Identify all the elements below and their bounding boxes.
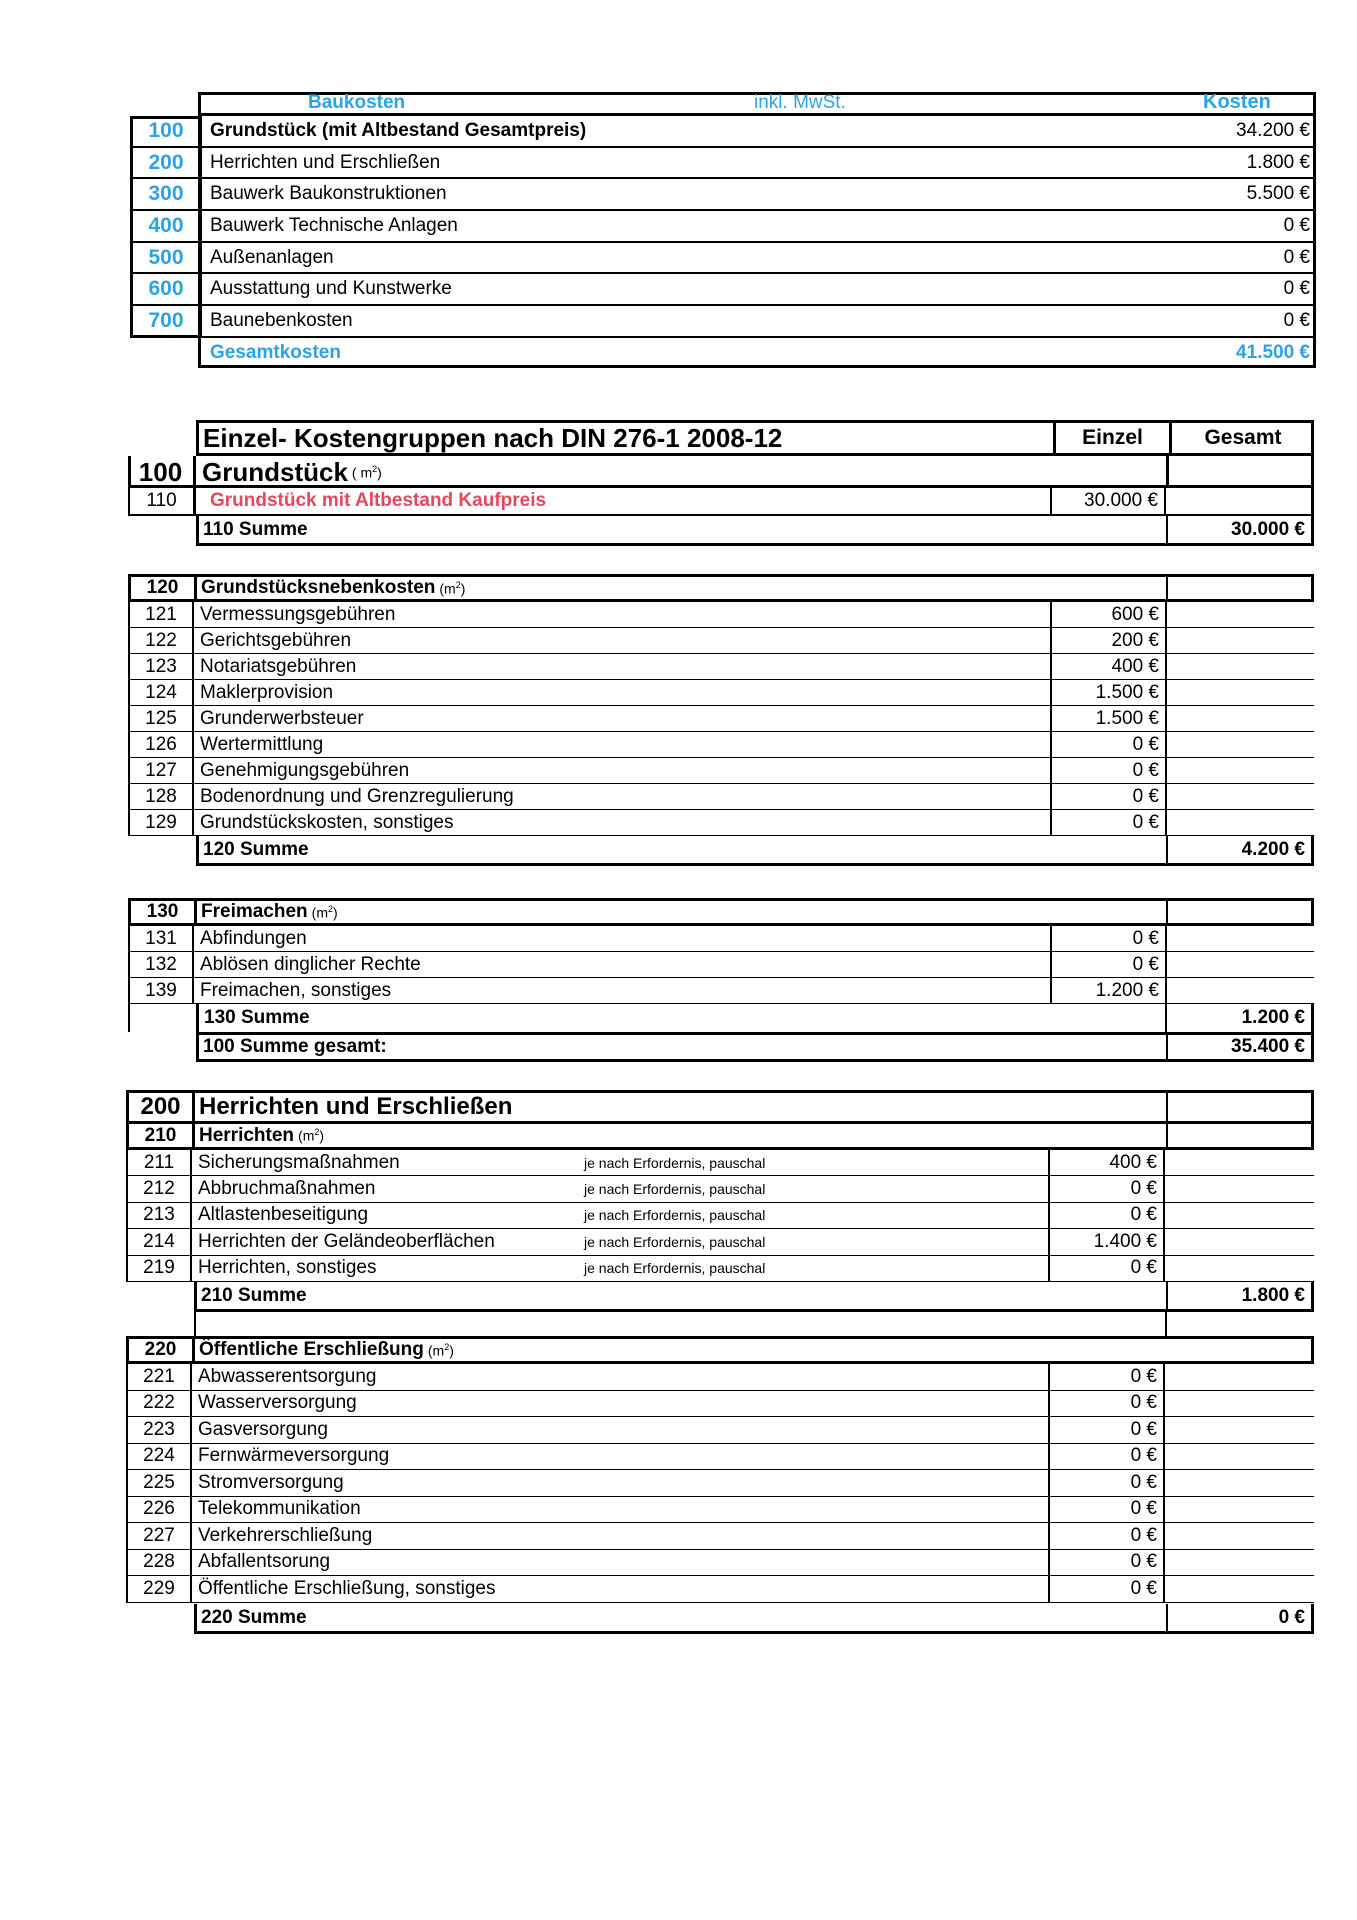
- summary-row-value: 0 €: [1283, 310, 1310, 332]
- row-label: Grunderwerbsteuer: [200, 707, 364, 729]
- summary-total-value: 41.500 €: [1236, 342, 1310, 363]
- row-code: 212: [128, 1176, 192, 1201]
- summary-row-code: 500: [148, 245, 184, 269]
- row-label: Grundstück mit Altbestand Kaufpreis: [210, 490, 547, 511]
- table-row: [126, 1391, 1314, 1418]
- table-row: [126, 1150, 1314, 1176]
- col-einzel-header: Einzel: [1082, 426, 1143, 449]
- row-value: 0 €: [1048, 1417, 1165, 1443]
- table-row: [126, 1470, 1314, 1497]
- table-row: [126, 1364, 1314, 1391]
- group-200-header: [126, 1090, 1314, 1124]
- row-label: Bodenordnung und Grenzregulierung: [200, 785, 514, 807]
- group-130-unit-sup: 2: [327, 903, 333, 914]
- row-label: Wertermittlung: [200, 733, 324, 755]
- row-code: 122: [130, 628, 194, 653]
- group-130-unit-prefix: (m: [311, 904, 328, 921]
- row-label: Herrichten, sonstiges: [198, 1257, 377, 1279]
- table-row: [126, 1229, 1314, 1255]
- row-value: 0 €: [1050, 758, 1167, 783]
- row-label: Abwasserentsorgung: [198, 1365, 377, 1387]
- group-120-unit-prefix: (m: [439, 580, 456, 597]
- summary-row: [130, 179, 1316, 211]
- summary-row: [130, 243, 1316, 275]
- table-row: [128, 654, 1314, 680]
- row-code: 214: [128, 1229, 192, 1254]
- summary-row-label: Ausstattung und Kunstwerke: [210, 278, 452, 300]
- row-label: Notariatsgebühren: [200, 655, 357, 677]
- row-value: 0 €: [1050, 926, 1167, 951]
- group-100-code: 100: [128, 456, 196, 488]
- grand-sum-row: [196, 1032, 1314, 1062]
- row-label: Grundstückskosten, sonstiges: [200, 811, 454, 833]
- group-220-header: [126, 1336, 1314, 1364]
- group-220-unit-suffix: ): [449, 1342, 454, 1359]
- group-100-unit-sup: 2: [372, 463, 378, 474]
- table-row: [128, 602, 1314, 628]
- row-label: Sicherungsmaßnahmen: [198, 1151, 400, 1173]
- table-row: [128, 810, 1314, 836]
- row-code: 126: [130, 732, 194, 757]
- summary-row-code: 100: [148, 118, 184, 142]
- row-code: 110: [128, 488, 196, 514]
- row-label: Telekommunikation: [198, 1498, 361, 1520]
- row-code: 211: [128, 1150, 192, 1175]
- sum-value: 4.200 €: [1241, 838, 1305, 860]
- row-value: 0 €: [1048, 1256, 1165, 1281]
- row-code: 225: [128, 1470, 192, 1496]
- row-note: je nach Erfordernis, pauschal: [584, 1207, 766, 1224]
- row-code: 128: [130, 784, 194, 809]
- row-code: 131: [130, 926, 194, 951]
- table-row: [128, 926, 1314, 952]
- row-value: 0 €: [1048, 1497, 1165, 1523]
- sum-value: 0 €: [1278, 1606, 1305, 1628]
- table-row: [126, 1417, 1314, 1444]
- row-note: je nach Erfordernis, pauschal: [584, 1233, 766, 1250]
- row-label: Gasversorgung: [198, 1418, 328, 1440]
- table-row: [128, 488, 1314, 516]
- summary-row-code: 400: [148, 213, 184, 237]
- group-210-unit-sup: 2: [314, 1127, 320, 1138]
- summary-row-label: Bauwerk Technische Anlagen: [210, 214, 458, 236]
- row-value: 0 €: [1048, 1550, 1165, 1576]
- row-value: 600 €: [1050, 602, 1167, 627]
- row-note: je nach Erfordernis, pauschal: [584, 1154, 766, 1171]
- row-label: Stromversorgung: [198, 1471, 344, 1493]
- sum-row: [194, 1282, 1314, 1312]
- group-120-unit-sup: 2: [455, 579, 461, 590]
- group-210-title-text: Herrichten: [199, 1124, 295, 1146]
- group-220-unit-sup: 2: [444, 1341, 450, 1352]
- group-210-title: [195, 1124, 795, 1147]
- col-gesamt-header: Gesamt: [1204, 426, 1282, 449]
- grand-sum-value: 35.400 €: [1231, 1036, 1305, 1057]
- group-120-title-text: Grundstücksnebenkosten: [201, 577, 436, 598]
- row-code: 139: [130, 978, 194, 1003]
- table-row: [128, 732, 1314, 758]
- row-value: 1.400 €: [1048, 1229, 1165, 1254]
- row-code: 132: [130, 952, 194, 977]
- summary-row-value: 1.800 €: [1246, 151, 1310, 173]
- group-100-title: [198, 456, 898, 488]
- group-100-title-text: Grundstück: [202, 456, 348, 487]
- table-row: [126, 1576, 1314, 1603]
- row-label: Vermessungsgebühren: [200, 603, 396, 625]
- row-value: 0 €: [1048, 1203, 1165, 1228]
- row-label: Abfindungen: [200, 927, 307, 949]
- group-220-unit: [428, 1342, 454, 1359]
- row-value: 1.200 €: [1050, 978, 1167, 1003]
- summary-header-label: Baukosten: [308, 92, 406, 113]
- row-code: 227: [128, 1523, 192, 1549]
- row-code: 219: [128, 1256, 192, 1281]
- summary-header-vat: inkl. MwSt.: [754, 92, 846, 113]
- group-120-header: [128, 574, 1314, 602]
- row-code: 121: [130, 602, 194, 627]
- table-row: [128, 706, 1314, 732]
- table-row: [128, 758, 1314, 784]
- detail-title: Einzel- Kostengruppen nach DIN 276-1 2008-12: [203, 423, 783, 453]
- table-row: [128, 680, 1314, 706]
- summary-row: [130, 275, 1316, 307]
- sum-row: [194, 1604, 1314, 1634]
- table-row: [126, 1256, 1314, 1282]
- row-label: Abbruchmaßnahmen: [198, 1178, 376, 1200]
- grand-sum-label: 100 Summe gesamt:: [203, 1036, 387, 1057]
- summary-row-code: 600: [148, 277, 184, 301]
- group-100-unit-prefix: ( m: [351, 464, 373, 481]
- row-code: 129: [130, 810, 194, 835]
- group-120-code: 120: [131, 577, 197, 599]
- row-code: 213: [128, 1203, 192, 1228]
- sum-label: 120 Summe: [203, 838, 309, 860]
- row-code: 229: [128, 1576, 192, 1602]
- table-row: [126, 1550, 1314, 1577]
- summary-row-label: Bauwerk Baukonstruktionen: [210, 183, 447, 205]
- summary-row: [130, 148, 1316, 180]
- sum-label: 210 Summe: [201, 1284, 307, 1306]
- table-row: [128, 628, 1314, 654]
- summary-row-value: 34.200 €: [1236, 119, 1310, 141]
- table-row: [128, 952, 1314, 978]
- group-130-title-text: Freimachen: [201, 901, 308, 922]
- group-130-unit-suffix: ): [333, 904, 338, 921]
- group-220-title-text: Öffentliche Erschließung: [199, 1339, 424, 1360]
- row-note: je nach Erfordernis, pauschal: [584, 1260, 766, 1277]
- group-130-code: 130: [131, 901, 197, 923]
- table-row: [126, 1523, 1314, 1550]
- group-130-unit: [312, 904, 338, 921]
- row-label: Abfallentsorung: [198, 1551, 331, 1573]
- row-label: Genehmigungsgebühren: [200, 759, 410, 781]
- summary-total-label: Gesamtkosten: [210, 342, 341, 363]
- group-100: [128, 456, 1314, 548]
- row-code: 123: [130, 654, 194, 679]
- group-120-unit: [439, 580, 465, 597]
- table-row: [126, 1497, 1314, 1524]
- row-value: 30.000 €: [1050, 488, 1166, 514]
- detail-header: [196, 420, 1314, 456]
- row-label: Verkehrerschließung: [198, 1524, 373, 1546]
- row-value: 0 €: [1050, 732, 1167, 757]
- table-row: [128, 978, 1314, 1004]
- table-row: [126, 1203, 1314, 1229]
- summary-row-value: 0 €: [1283, 278, 1310, 300]
- row-label: Fernwärmeversorgung: [198, 1445, 390, 1467]
- row-label: Herrichten der Geländeoberflächen: [198, 1230, 495, 1252]
- row-label: Altlastenbeseitigung: [198, 1204, 369, 1226]
- group-220-unit-prefix: (m: [427, 1342, 445, 1359]
- row-value: 0 €: [1050, 784, 1167, 809]
- table-row: [126, 1444, 1314, 1471]
- group-100-unit-suffix: ): [377, 464, 382, 481]
- row-value: 1.500 €: [1050, 706, 1167, 731]
- table-row: [128, 784, 1314, 810]
- row-code: 223: [128, 1417, 192, 1443]
- group-220-code: 220: [129, 1339, 195, 1361]
- sum-row: [128, 1004, 1314, 1032]
- row-label: Ablösen dinglicher Rechte: [200, 953, 421, 975]
- row-code: 125: [130, 706, 194, 731]
- summary-row: [130, 211, 1316, 243]
- group-200-code: 200: [129, 1093, 195, 1121]
- summary-row-label: Herrichten und Erschließen: [210, 151, 441, 173]
- sum-row: [196, 516, 1314, 546]
- group-200-title: Herrichten und Erschließen: [199, 1093, 513, 1120]
- summary-row: [130, 306, 1316, 338]
- row-code: 226: [128, 1497, 192, 1523]
- row-label: Freimachen, sonstiges: [200, 979, 392, 1001]
- summary-row-value: 5.500 €: [1246, 183, 1310, 205]
- row-value: 0 €: [1048, 1523, 1165, 1549]
- row-code: 222: [128, 1391, 192, 1417]
- group-220-title: [195, 1339, 795, 1361]
- row-code: 124: [130, 680, 194, 705]
- summary-row-label: Außenanlagen: [210, 246, 334, 268]
- row-value: 0 €: [1048, 1576, 1165, 1602]
- table-row: [126, 1176, 1314, 1202]
- sum-value: 1.200 €: [1241, 1007, 1305, 1028]
- row-value: 0 €: [1050, 810, 1167, 835]
- summary-row-label: Baunebenkosten: [210, 310, 353, 332]
- group-210-header: [126, 1124, 1314, 1150]
- group-210-code: 210: [129, 1124, 195, 1147]
- row-value: 0 €: [1048, 1470, 1165, 1496]
- group-130-title: [197, 901, 797, 923]
- group-120-unit-suffix: ): [460, 580, 466, 597]
- row-value: 1.500 €: [1050, 680, 1167, 705]
- group-210-unit-prefix: (m: [298, 1127, 315, 1144]
- summary-row-code: 200: [148, 150, 184, 174]
- row-value: 0 €: [1048, 1364, 1165, 1390]
- row-label: Gerichtsgebühren: [200, 629, 352, 651]
- row-code: 127: [130, 758, 194, 783]
- row-note: je nach Erfordernis, pauschal: [584, 1181, 766, 1198]
- row-code: 221: [128, 1364, 192, 1390]
- summary-header-cost: Kosten: [1203, 92, 1271, 113]
- group-210-unit-suffix: ): [319, 1127, 325, 1144]
- summary-header: [198, 92, 1316, 116]
- row-value: 0 €: [1048, 1391, 1165, 1417]
- row-label: Öffentliche Erschließung, sonstiges: [198, 1577, 496, 1599]
- group-130-header: [128, 898, 1314, 926]
- row-value: 400 €: [1048, 1150, 1165, 1175]
- row-code: 224: [128, 1444, 192, 1470]
- group-100-unit: [352, 464, 382, 481]
- row-value: 0 €: [1050, 952, 1167, 977]
- row-value: 0 €: [1048, 1444, 1165, 1470]
- sum-value: 1.800 €: [1241, 1284, 1305, 1306]
- summary-row-label: Grundstück (mit Altbestand Gesamtpreis): [210, 119, 587, 141]
- row-value: 0 €: [1048, 1176, 1165, 1201]
- row-value: 200 €: [1050, 628, 1167, 653]
- row-label: Wasserversorgung: [198, 1392, 357, 1414]
- summary-row-value: 0 €: [1283, 246, 1310, 268]
- sum-label: 110 Summe: [203, 518, 308, 540]
- summary-total-row: [198, 338, 1316, 368]
- sum-row: [196, 836, 1314, 866]
- summary-row: [130, 116, 1316, 148]
- sum-label: 130 Summe: [204, 1007, 310, 1028]
- summary-table: [130, 92, 1316, 370]
- row-label: Maklerprovision: [200, 681, 334, 703]
- row-code: 228: [128, 1550, 192, 1576]
- group-120-title: [197, 577, 797, 599]
- row-value: 400 €: [1050, 654, 1167, 679]
- summary-row-code: 700: [148, 309, 184, 333]
- group-210-unit: [298, 1127, 324, 1144]
- sum-label: 220 Summe: [201, 1606, 307, 1628]
- summary-row-value: 0 €: [1283, 214, 1310, 236]
- sum-value: 30.000 €: [1231, 518, 1305, 540]
- summary-row-code: 300: [148, 182, 184, 206]
